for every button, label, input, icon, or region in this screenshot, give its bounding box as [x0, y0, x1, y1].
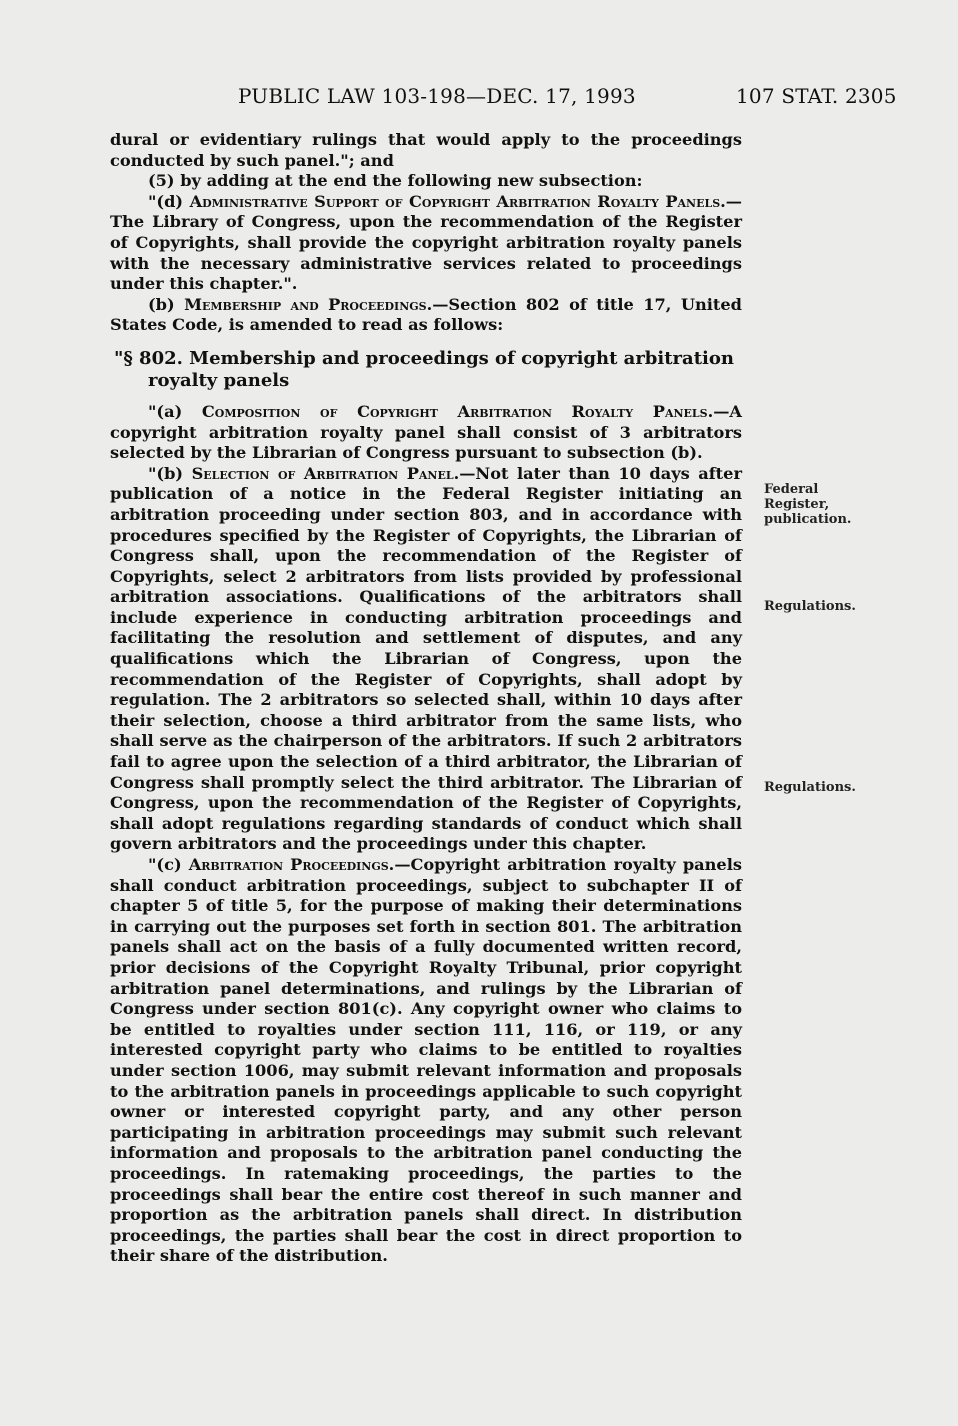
- subsection-d-label: "(d): [148, 191, 190, 211]
- body-text: [110, 130, 742, 1267]
- margin-note-regulations: Regulations.: [764, 780, 856, 795]
- paragraph-b-heading: Membership and Proceedings.: [184, 294, 433, 314]
- subsection-c-label: "(c): [148, 855, 189, 874]
- subsection-d-heading: Administrative Support of Copyright Arbitration Royalty Panels.: [189, 191, 726, 211]
- paragraph-b-membership: [110, 295, 742, 336]
- subsection-c-text: —Copyright arbitration royalty panels shall conduct arbitration proceedings, subject to subchapter II of chapter 5 of title 5, for the purpose of making their determinations in carrying out the purposes set forth in section 801. The arbitration panels shall act on the basis of a fully documented written record, prior decisions of the Copyright Royalty Tribunal, prior copyright arbitration panel determinations, and rulings by the Librarian of Congress under section 801(c). Any copyright owner who claims to be entitled to royalties under section 111, 116, or 119, or any interested copyright party who claims to be entitled to royalties under section 1006, may submit relevant information and proposals to the arbitration panels in proceedings applicable to such copyright owner or interested copyright party, and any other person participating in arbitration proceedings may submit such relevant information and proposals to the arbitration panel conducting the proceedings. In ratemaking proceedings, the parties to the proceedings shall bear the entire cost thereof in such manner and proportion as the arbitration panels shall direct. In distribution proceedings, the parties shall bear the cost in direct proportion to their share of the distribution.: [110, 855, 742, 1266]
- header-title: PUBLIC LAW 103-198—DEC. 17, 1993: [238, 84, 636, 108]
- subsection-b: [110, 464, 742, 855]
- subsection-b-text: —Not later than 10 days after publication of a notice in the Federal Register initiating an arbitration proceeding under section 803, and in accordance with procedures specified by the Register of Copyrights, the Librarian of Congress shall, upon the recommendation of the Register of Copyrights, select 2 arbitrators from lists provided by professional arbitration associations. Qualifications of the arbitrators shall include experience in conducting arbitration proceedings and facilitating the resolution and settlement of disputes, and any qualifications which the Librarian of Congress, upon the recommendation of the Register of Copyrights, shall adopt by regulation. The 2 arbitrators so selected shall, within 10 days after their selection, choose a third arbitrator from the same lists, who shall serve as the chairperson of the arbitrators. If such 2 arbitrators fail to agree upon the selection of a third arbitrator, the Librarian of Congress shall promptly select the third arbitrator. The Librarian of Congress, upon the recommendation of the Register of Copyrights, shall adopt regulations regarding standards of conduct which shall govern arbitrators and the proceedings under this chapter.: [110, 463, 742, 854]
- header-stat-citation: 107 STAT. 2305: [736, 84, 897, 108]
- page-header: [0, 84, 958, 114]
- subsection-a: [110, 402, 742, 464]
- subsection-d-text: —The Library of Congress, upon the recommendation of the Register of Copyrights, shall provide the copyright arbitration royalty panels with the necessary administrative services related to proceedings under this chapter.".: [110, 191, 742, 294]
- margin-note-regulations: Regulations.: [764, 599, 856, 614]
- paragraph-b-label: (b): [148, 294, 185, 314]
- paragraph-b-text: —Section 802 of title 17, United States Code, is amended to read as follows:: [110, 294, 742, 335]
- margin-note-federal-register: Federal Register, publication.: [764, 482, 852, 527]
- subsection-a-text: —A copyright arbitration royalty panel shall consist of 3 arbitrators selected by the Librarian of Congress pursuant to subsection (b).: [110, 401, 742, 463]
- subsection-c-heading: Arbitration Proceedings.: [188, 855, 395, 874]
- subsection-c: [110, 855, 742, 1267]
- section-802-heading: "§ 802. Membership and proceedings of copyright arbitration royalty panels: [114, 347, 734, 391]
- paragraph-continuation: dural or evidentiary rulings that would apply to the proceedings conducted by such panel."; and: [110, 130, 742, 170]
- paragraph-amendment-5: (5) by adding at the end the following new subsection:: [148, 171, 643, 191]
- subsection-d: [110, 192, 742, 295]
- subsection-a-label: "(a): [148, 401, 202, 421]
- subsection-a-heading: Composition of Copyright Arbitration Royalty Panels.: [201, 401, 714, 421]
- subsection-b-heading: Selection of Arbitration Panel.: [191, 463, 460, 483]
- subsection-b-label: "(b): [148, 463, 192, 483]
